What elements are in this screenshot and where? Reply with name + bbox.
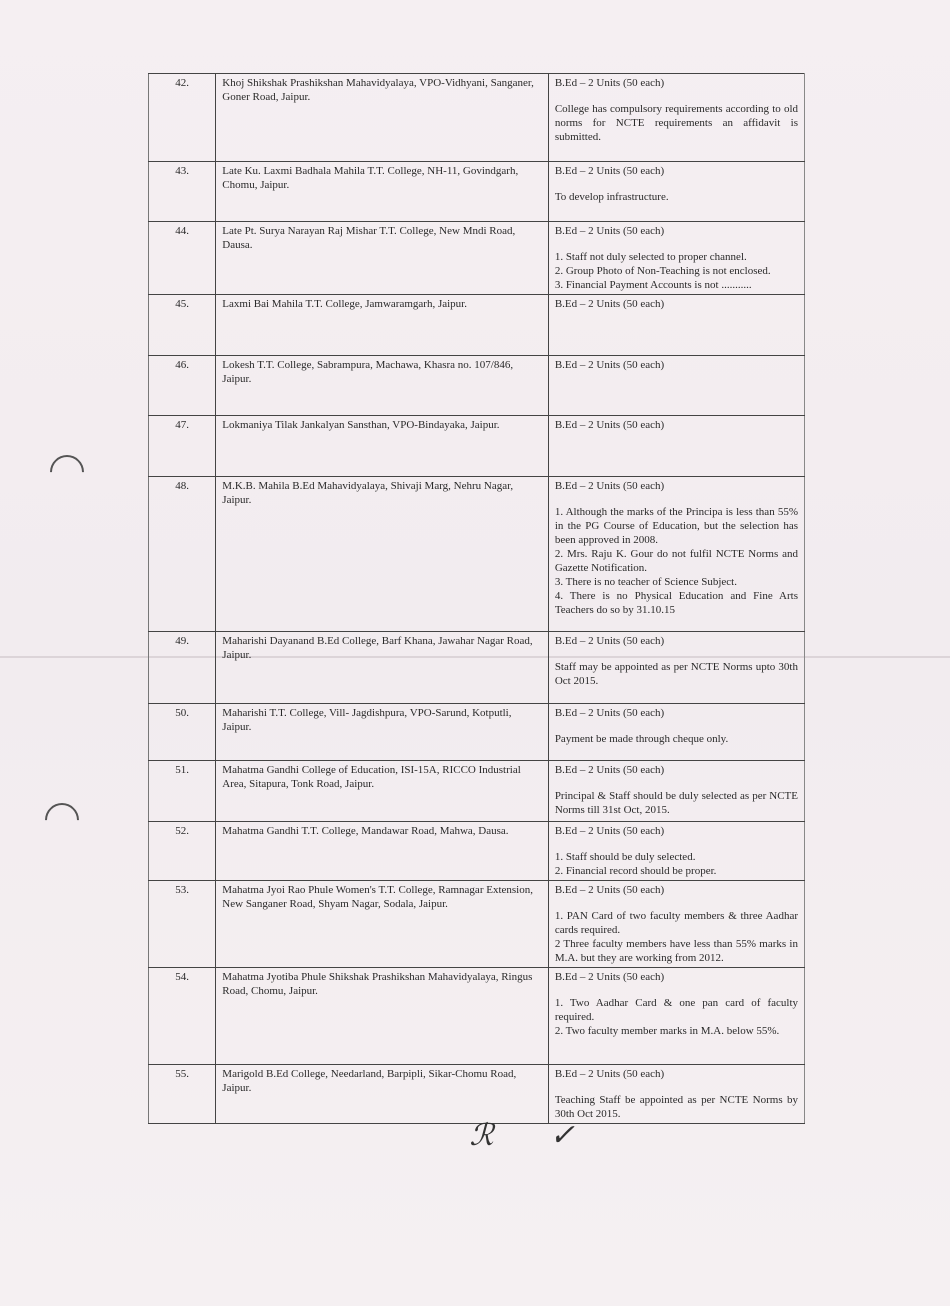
table-row (149, 295, 805, 356)
serial-number-cell: 44. (149, 222, 216, 295)
serial-number-cell: 42. (149, 74, 216, 162)
table-row (149, 477, 805, 632)
units-text: B.Ed – 2 Units (50 each) (554, 77, 665, 89)
institution-cell: M.K.B. Mahila B.Ed Mahavidyalaya, Shivaji Marg, Nehru Nagar, Jaipur. (216, 477, 549, 632)
remark-line: Principal & Staff should be duly selected as per NCTE Norms till 31st Oct, 2015. (554, 790, 798, 816)
institution-cell: Mahatma Gandhi College of Education, ISI-15A, RICCO Industrial Area, Sitapura, Tonk Road, Jaipur. (216, 761, 549, 822)
table-row (149, 822, 805, 881)
remark-line: Teaching Staff be appointed as per NCTE Norms by 30th Oct 2015. (554, 1094, 798, 1120)
institution-cell: Laxmi Bai Mahila T.T. College, Jamwaramgarh, Jaipur. (216, 295, 549, 356)
serial-number-cell: 46. (149, 356, 216, 416)
signature-mark: ℛ (467, 1118, 501, 1153)
remarks-cell (548, 295, 804, 356)
remark-line: 3. There is no teacher of Science Subject. (554, 576, 737, 588)
remarks-notes (555, 909, 798, 965)
institution-cell: Marigold B.Ed College, Needarland, Barpipli, Sikar-Chomu Road, Jaipur. (216, 1065, 549, 1124)
remarks-notes (555, 732, 798, 746)
remarks-cell (548, 477, 804, 632)
punch-hole-mark (38, 796, 86, 844)
remarks-notes (555, 190, 798, 204)
institution-cell: Mahatma Jyotiba Phule Shikshak Prashikshan Mahavidyalaya, Ringus Road, Chomu, Jaipur. (216, 968, 549, 1065)
table-row (149, 356, 805, 416)
units-text: B.Ed – 2 Units (50 each) (554, 359, 665, 371)
remark-line: 2. Mrs. Raju K. Gour do not fulfil NCTE Norms and Gazette Notification. (554, 548, 798, 574)
serial-number-cell: 45. (149, 295, 216, 356)
institution-cell: Lokmaniya Tilak Jankalyan Sansthan, VPO-Bindayaka, Jaipur. (216, 416, 549, 477)
units-text: B.Ed – 2 Units (50 each) (554, 225, 665, 237)
remarks-notes (555, 102, 798, 144)
remarks-notes (555, 789, 798, 817)
serial-number-cell: 54. (149, 968, 216, 1065)
table-row (149, 704, 805, 761)
institution-cell: Maharishi T.T. College, Vill- Jagdishpura, VPO-Sarund, Kotputli, Jaipur. (216, 704, 549, 761)
remarks-cell (548, 968, 804, 1065)
remarks-cell (548, 704, 804, 761)
remark-line: 1. Although the marks of the Principa is less than 55% in the PG Course of Education, but the selection has been approved in 2008. (554, 506, 798, 546)
units-text: B.Ed – 2 Units (50 each) (554, 480, 665, 492)
units-text: B.Ed – 2 Units (50 each) (554, 298, 665, 310)
institution-cell: Maharishi Dayanand B.Ed College, Barf Khana, Jawahar Nagar Road, Jaipur. (216, 632, 549, 704)
remarks-cell (548, 416, 804, 477)
units-text: B.Ed – 2 Units (50 each) (554, 884, 665, 896)
remarks-cell (548, 761, 804, 822)
remarks-notes (555, 1093, 798, 1121)
remark-line: To develop infrastructure. (554, 191, 669, 203)
table-row (149, 632, 805, 704)
remark-line: 1. PAN Card of two faculty members & three Aadhar cards required. (554, 910, 798, 936)
institution-cell: Mahatma Gandhi T.T. College, Mandawar Road, Mahwa, Dausa. (216, 822, 549, 881)
remark-line: 1. Two Aadhar Card & one pan card of faculty required. (554, 997, 798, 1023)
remarks-cell (548, 356, 804, 416)
remark-line: 2. Financial record should be proper. (554, 865, 717, 877)
remark-line: 1. Staff not duly selected to proper channel. (554, 251, 747, 263)
serial-number-cell: 55. (149, 1065, 216, 1124)
remark-line: 3. Financial Payment Accounts is not ........... (554, 279, 752, 291)
units-text: B.Ed – 2 Units (50 each) (554, 707, 665, 719)
remarks-notes (555, 850, 798, 878)
units-text: B.Ed – 2 Units (50 each) (554, 1068, 665, 1080)
remark-line: Staff may be appointed as per NCTE Norms upto 30th Oct 2015. (554, 661, 798, 687)
units-text: B.Ed – 2 Units (50 each) (554, 764, 665, 776)
serial-number-cell: 47. (149, 416, 216, 477)
signature-mark: ✓ (547, 1118, 582, 1153)
serial-number-cell: 50. (149, 704, 216, 761)
remark-line: 2 Three faculty members have less than 55% marks in M.A. but they are working from 2012. (554, 938, 798, 964)
institution-cell: Lokesh T.T. College, Sabrampura, Machawa, Khasra no. 107/846, Jaipur. (216, 356, 549, 416)
units-text: B.Ed – 2 Units (50 each) (554, 419, 665, 431)
serial-number-cell: 51. (149, 761, 216, 822)
units-text: B.Ed – 2 Units (50 each) (554, 635, 665, 647)
table-row (149, 1065, 805, 1124)
remarks-cell (548, 822, 804, 881)
remark-line: 4. There is no Physical Education and Fine Arts Teachers do so by 31.10.15 (554, 590, 798, 616)
institution-cell: Late Pt. Surya Narayan Raj Mishar T.T. College, New Mndi Road, Dausa. (216, 222, 549, 295)
units-text: B.Ed – 2 Units (50 each) (554, 971, 665, 983)
remarks-cell (548, 222, 804, 295)
remarks-notes (555, 505, 798, 617)
units-text: B.Ed – 2 Units (50 each) (554, 165, 665, 177)
remark-line: 1. Staff should be duly selected. (554, 851, 696, 863)
college-records-table (148, 73, 805, 1124)
records-table-body (149, 74, 805, 1124)
table-row (149, 761, 805, 822)
remarks-notes (555, 996, 798, 1038)
serial-number-cell: 43. (149, 162, 216, 222)
serial-number-cell: 53. (149, 881, 216, 968)
punch-hole-mark (43, 448, 91, 496)
remarks-cell (548, 1065, 804, 1124)
institution-cell: Khoj Shikshak Prashikshan Mahavidyalaya, VPO-Vidhyani, Sanganer, Goner Road, Jaipur. (216, 74, 549, 162)
table-row (149, 968, 805, 1065)
table-row (149, 222, 805, 295)
table-row (149, 416, 805, 477)
remark-line: College has compulsory requirements according to old norms for NCTE requirements an affidavit is submitted. (554, 103, 798, 143)
remarks-cell (548, 162, 804, 222)
remark-line: 2. Group Photo of Non-Teaching is not enclosed. (554, 265, 771, 277)
table-row (149, 74, 805, 162)
remark-line: 2. Two faculty member marks in M.A. below 55%. (554, 1025, 780, 1037)
remarks-cell (548, 881, 804, 968)
remarks-notes (555, 660, 798, 688)
remark-line: Payment be made through cheque only. (554, 733, 729, 745)
institution-cell: Mahatma Jyoi Rao Phule Women's T.T. College, Ramnagar Extension, New Sanganer Road, Shyam Nagar, Sodala, Jaipur. (216, 881, 549, 968)
units-text: B.Ed – 2 Units (50 each) (554, 825, 665, 837)
remarks-cell (548, 632, 804, 704)
remarks-notes (555, 250, 798, 292)
institution-cell: Late Ku. Laxmi Badhala Mahila T.T. College, NH-11, Govindgarh, Chomu, Jaipur. (216, 162, 549, 222)
table-row (149, 162, 805, 222)
table-row (149, 881, 805, 968)
remarks-cell (548, 74, 804, 162)
serial-number-cell: 52. (149, 822, 216, 881)
serial-number-cell: 48. (149, 477, 216, 632)
serial-number-cell: 49. (149, 632, 216, 704)
